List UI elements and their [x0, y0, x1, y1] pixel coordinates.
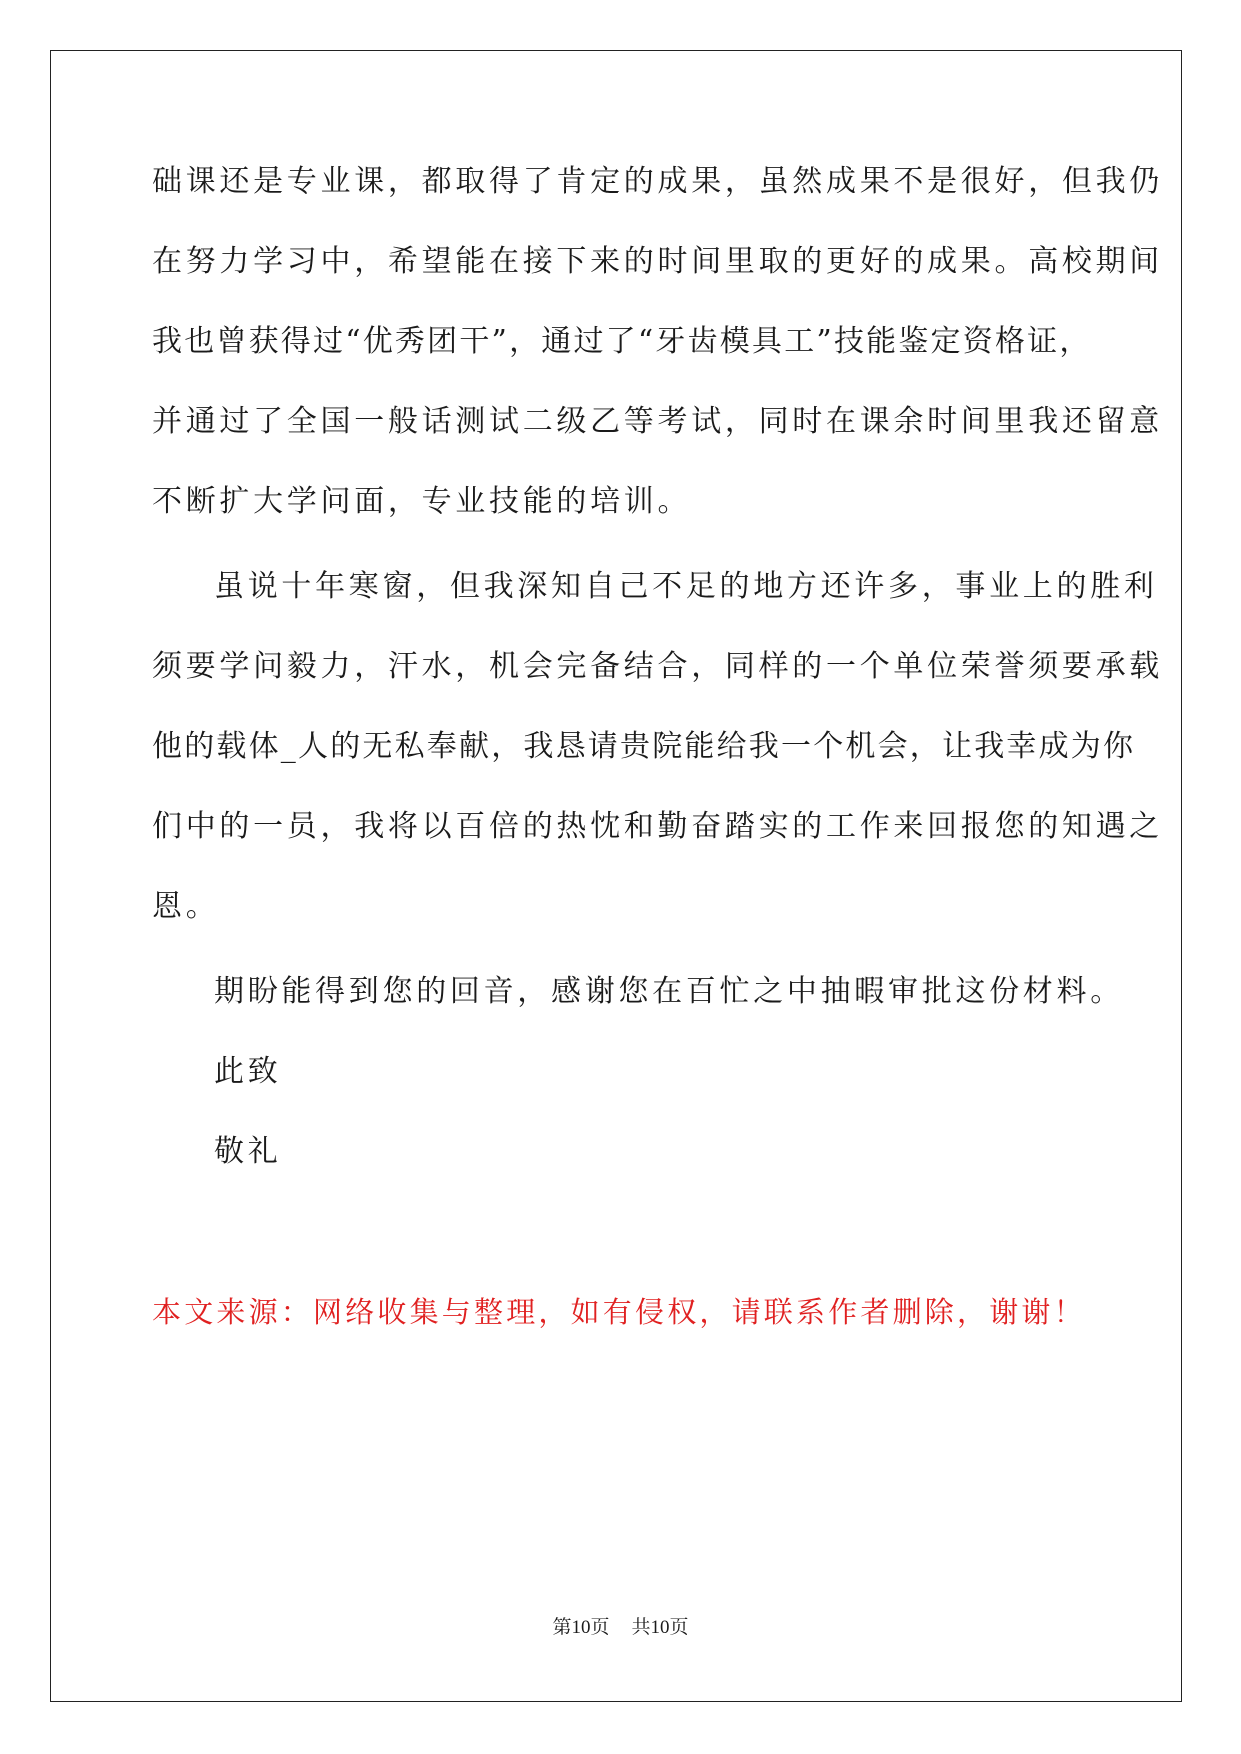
page-frame — [50, 50, 1182, 1702]
paragraph-line: 在努力学习中，希望能在接下来的时间里取的更好的成果。高校期间 — [152, 244, 1163, 279]
current-page: 第10页 — [552, 1617, 610, 1638]
paragraph-line: 我也曾获得过“优秀团干”，通过了“牙齿模具工”技能鉴定资格证， — [152, 324, 1092, 359]
total-pages: 共10页 — [631, 1617, 689, 1638]
paragraph-line: 并通过了全国一般话测试二级乙等考试，同时在课余时间里我还留意 — [152, 404, 1163, 439]
paragraph-line: 不断扩大学问面，专业技能的培训。 — [152, 484, 692, 519]
source-note: 本文来源：网络收集与整理，如有侵权，请联系作者删除，谢谢！ — [152, 1295, 1086, 1329]
paragraph-line: 虽说十年寒窗，但我深知自己不足的地方还许多，事业上的胜利 — [214, 569, 1158, 604]
paragraph-line: 们中的一员，我将以百倍的热忱和勤奋踏实的工作来回报您的知遇之 — [152, 809, 1163, 844]
page-footer — [0, 1615, 1241, 1641]
paragraph-line: 恩。 — [152, 889, 220, 924]
paragraph-line: 须要学问毅力，汗水，机会完备结合，同样的一个单位荣誉须要承载 — [152, 649, 1163, 684]
paragraph-line: 础课还是专业课，都取得了肯定的成果，虽然成果不是很好，但我仍 — [152, 164, 1163, 199]
closing-salutation: 此致 — [214, 1054, 282, 1089]
closing-regards: 敬礼 — [214, 1134, 282, 1169]
paragraph-line: 他的载体_人的无私奉献，我恳请贵院能给我一个机会，让我幸成为你 — [152, 729, 1136, 764]
paragraph-line: 期盼能得到您的回音，感谢您在百忙之中抽暇审批这份材料。 — [214, 974, 1124, 1009]
